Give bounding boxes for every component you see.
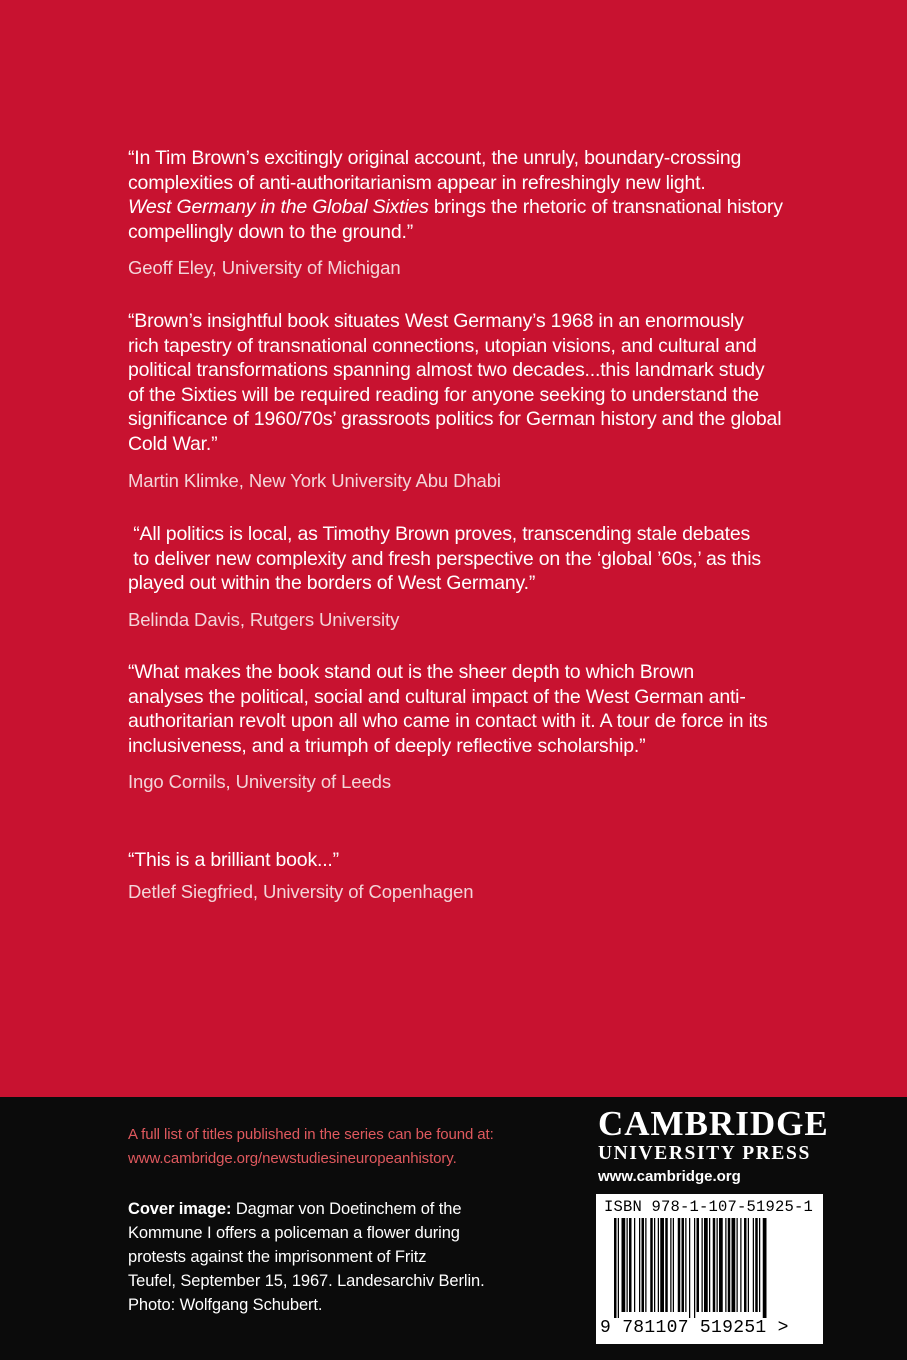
cambridge-logo [598, 1106, 828, 1185]
cover-credit-line: Kommune I offers a policeman a flower during [128, 1224, 460, 1242]
quote-attribution: Detlef Siegfried, University of Copenhagen [128, 880, 474, 902]
quote-ingo-cornils [128, 660, 798, 793]
quote-line: authoritarian revolt upon all who came in contact with it. A tour de force in its [128, 710, 768, 733]
quote-text [128, 522, 798, 596]
quote-line: brings the rhetoric of transnational history [428, 196, 783, 219]
barcode-icon [614, 1218, 806, 1318]
quote-line: played out within the borders of West Germany.” [128, 572, 536, 595]
quote-line: complexities of anti-authoritarianism appear in refreshingly new light. [128, 171, 706, 194]
isbn-barcode [596, 1194, 823, 1344]
quote-attribution: Martin Klimke, New York University Abu Dhabi [128, 469, 501, 491]
quote-line: significance of 1960/70s’ grassroots politics for German history and the global [128, 408, 782, 431]
series-note [128, 1123, 568, 1171]
cover-credit [128, 1197, 528, 1317]
quote-line: compellingly down to the ground.” [128, 220, 413, 243]
quote-line: rich tapestry of transnational connections, utopian visions, and cultural and [128, 334, 757, 357]
quote-belinda-davis [128, 522, 798, 631]
quote-text [128, 146, 798, 244]
book-title: West Germany in the Global Sixties [128, 196, 429, 219]
cover-credit-line: protests against the imprisonment of Fritz [128, 1248, 427, 1266]
quote-line: “What makes the book stand out is the sheer depth to which Brown [128, 661, 695, 683]
quote-text [128, 848, 798, 873]
quote-line: “Brown’s insightful book situates West Germany’s 1968 in an enormously [128, 310, 744, 332]
quote-line: political transformations spanning almost two decades...this landmark study [128, 359, 765, 382]
quote-text [128, 660, 798, 758]
quote-line: to deliver new complexity and fresh perspective on the ‘global ’60s,’ as this [128, 547, 761, 570]
quote-line: Cold War.” [128, 432, 218, 455]
publisher-name: CAMBRIDGE [598, 1104, 829, 1143]
cover-credit-line: Teufel, September 15, 1967. Landesarchiv Berlin. [128, 1272, 485, 1290]
quote-text [128, 309, 798, 457]
cover-credit-line: Photo: Wolfgang Schubert. [128, 1296, 323, 1314]
series-note-text: A full list of titles published in the series can be found at: [128, 1126, 494, 1143]
quote-line: “In Tim Brown’s excitingly original account, the unruly, boundary-crossing [128, 147, 742, 169]
quote-line: “This is a brilliant book...” [128, 849, 339, 871]
cover-credit-line: Dagmar von Doetinchem of the [231, 1200, 462, 1218]
quote-line: “All politics is local, as Timothy Brown proves, transcending stale debates [128, 523, 751, 545]
quote-line: of the Sixties will be required reading for anyone seeking to understand the [128, 383, 759, 406]
quote-attribution: Geoff Eley, University of Michigan [128, 257, 401, 279]
isbn-number: ISBN 978-1-107-51925-1 [604, 1198, 814, 1216]
quote-geoff-eley [128, 146, 798, 279]
quote-detlef-siegfried [128, 848, 798, 903]
publisher-subtitle: UNIVERSITY PRESS [598, 1143, 811, 1164]
barcode-digits: 9 781107 519251 > [600, 1318, 789, 1338]
quote-attribution: Ingo Cornils, University of Leeds [128, 771, 392, 793]
quote-attribution: Belinda Davis, Rutgers University [128, 608, 400, 630]
cover-credit-label: Cover image: [128, 1200, 232, 1218]
series-url-link[interactable]: www.cambridge.org/newstudiesineuropeanhistory. [128, 1150, 457, 1167]
quote-martin-klimke [128, 309, 798, 492]
quote-line: analyses the political, social and cultural impact of the West German anti- [128, 685, 746, 708]
publisher-url[interactable]: www.cambridge.org [598, 1168, 741, 1185]
quote-line: inclusiveness, and a triumph of deeply reflective scholarship.” [128, 734, 646, 757]
